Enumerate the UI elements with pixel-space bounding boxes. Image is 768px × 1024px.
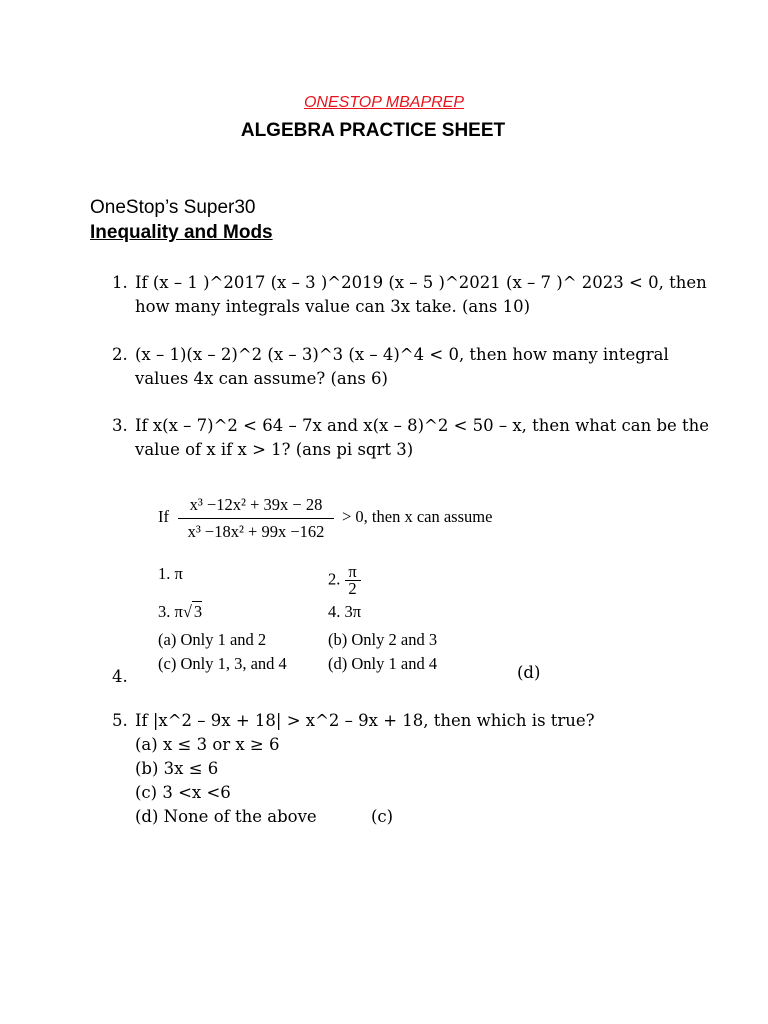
choice-3: [158, 602, 202, 622]
answer-option-d: (d) None of the above: [135, 807, 317, 826]
question-3: [112, 414, 712, 462]
answer-option-c: (c) Only 1, 3, and 4: [158, 654, 287, 673]
two-denominator: 2: [348, 579, 357, 598]
question-number: 5.: [112, 711, 128, 730]
choice-3-prefix: 3. π: [158, 602, 183, 621]
section-subtitle: OneStop’s Super30: [90, 197, 256, 218]
sqrt-sign-icon: √: [182, 602, 192, 621]
pi-numerator: π: [348, 562, 357, 581]
choice-1: 1. π: [158, 564, 183, 583]
answer-option-c: (c) 3 <x <6: [135, 783, 231, 802]
answer-option-b: (b) Only 2 and 3: [328, 630, 438, 649]
question-text: (x – 1)(x – 2)^2 (x – 3)^3 (x – 4)^4 < 0, then how many integral values 4x can assume? (ans 6): [135, 345, 669, 388]
fraction-denominator: x³ −18x² + 99x −162: [187, 522, 325, 541]
question-5: [112, 709, 712, 829]
if-word: If: [158, 507, 169, 526]
sheet-title: ALGEBRA PRACTICE SHEET: [240, 120, 506, 141]
question-2: [112, 343, 712, 391]
question-text: If x(x – 7)^2 < 64 – 7x and x(x – 8)^2 < 50 – x, then what can be the value of x if x > 1? (ans pi sqrt 3): [135, 416, 710, 459]
choice-2: [328, 564, 361, 597]
inequality-tail: > 0, then x can assume: [342, 507, 493, 526]
question-5-answer: (c): [371, 807, 394, 826]
question-text: If |x^2 – 9x + 18| > x^2 – 9x + 18, then which is true?: [135, 711, 595, 730]
choice-4: 4. 3π: [328, 602, 362, 621]
question-number: 2.: [112, 345, 128, 364]
question-4-answer: (d): [517, 663, 541, 682]
answer-option-b: (b) 3x ≤ 6: [135, 759, 219, 778]
question-4-number: 4.: [112, 667, 128, 686]
sqrt-radicand: 3: [193, 602, 203, 621]
question-1: [112, 271, 712, 319]
rational-fraction: [176, 492, 336, 545]
pi-over-two: [345, 564, 361, 597]
section-heading: Inequality and Mods: [90, 222, 273, 243]
fraction-numerator: x³ −12x² + 39x − 28: [189, 495, 323, 514]
choice-2-prefix: 2.: [328, 569, 341, 589]
brand-name: ONESTOP MBAPREP: [303, 94, 465, 111]
question-body: [135, 709, 712, 829]
answer-option-d: (d) Only 1 and 4: [328, 654, 438, 673]
question-number: 3.: [112, 416, 128, 435]
answer-option-a: (a) x ≤ 3 or x ≥ 6: [135, 735, 280, 754]
question-number: 1.: [112, 273, 128, 292]
question-text: If (x – 1 )^2017 (x – 3 )^2019 (x – 5 )^2021 (x – 7 )^ 2023 < 0, then how many integrals value can 3x take. (ans 10): [135, 273, 707, 316]
answer-option-d-row: [135, 805, 712, 829]
answer-option-a: (a) Only 1 and 2: [158, 630, 267, 649]
